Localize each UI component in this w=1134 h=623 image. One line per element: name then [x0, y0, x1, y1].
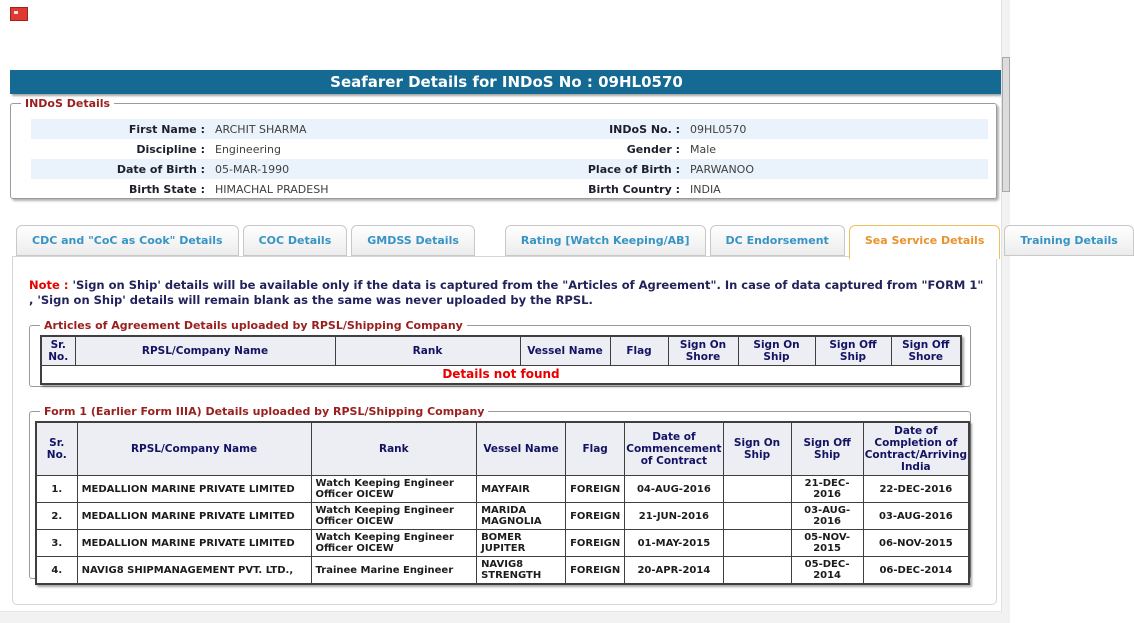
- tab-content-panel: [12, 256, 997, 605]
- column-header-rank: Rank: [311, 422, 477, 476]
- cell-sign-on-ship: [723, 503, 791, 530]
- field-value: INDIA: [690, 182, 721, 196]
- column-header-sr-no: Sr. No.: [41, 336, 75, 366]
- cell-completion: 22-DEC-2016: [863, 476, 969, 503]
- cell-commencement: 01-MAY-2015: [625, 530, 723, 557]
- column-header-vessel-name: Vessel Name: [477, 422, 566, 476]
- column-header-sr-no: Sr. No.: [36, 422, 77, 476]
- cell-completion: 06-DEC-2014: [863, 557, 969, 585]
- cell-sign-off-ship: 05-NOV- 2015: [791, 530, 863, 557]
- column-header-sign-on-ship: Sign On Ship: [723, 422, 791, 476]
- cell-rank: Watch Keeping Engineer Officer OICEW: [311, 476, 477, 503]
- cell-vessel: MAYFAIR: [477, 476, 566, 503]
- articles-of-agreement-section: [29, 319, 971, 387]
- table-row: [36, 503, 969, 530]
- cell-completion: 06-NOV-2015: [863, 530, 969, 557]
- vertical-scrollbar-thumb[interactable]: [1002, 57, 1010, 192]
- cell-vessel: NAVIG8 STRENGTH: [477, 557, 566, 585]
- tab-training-details[interactable]: Training Details: [1004, 225, 1133, 256]
- cell-company: NAVIG8 SHIPMANAGEMENT PVT. LTD.,: [77, 557, 311, 585]
- cell-commencement: 21-JUN-2016: [625, 503, 723, 530]
- form1-legend: Form 1 (Earlier Form IIIA) Details uploaded by RPSL/Shipping Company: [44, 405, 485, 418]
- table-row: [36, 530, 969, 557]
- cell-completion: 03-AUG-2016: [863, 503, 969, 530]
- indos-row: [31, 119, 988, 139]
- articles-table: [40, 335, 962, 385]
- tab-coc-details[interactable]: COC Details: [243, 225, 348, 256]
- field-label: Place of Birth :: [587, 162, 680, 176]
- tab-cdc-and-coc-as-cook-details[interactable]: CDC and "CoC as Cook" Details: [16, 225, 239, 256]
- field-label: INDoS No. :: [609, 122, 680, 136]
- field-value: 09HL0570: [690, 122, 747, 136]
- table-row: [36, 476, 969, 503]
- cell-company: MEDALLION MARINE PRIVATE LIMITED: [77, 476, 311, 503]
- column-header-date-of-completion-of-contract-arriving-india: Date of Completion of Contract/Arriving India: [863, 422, 969, 476]
- note-text: [29, 278, 984, 308]
- cell-rank: Watch Keeping Engineer Officer OICEW: [311, 530, 477, 557]
- cell-flag: FOREIGN: [566, 530, 625, 557]
- field-value: PARWANOO: [690, 162, 754, 176]
- cell-sign-off-ship: 03-AUG-2016: [791, 503, 863, 530]
- column-header-date-of-commencement-of-contract: Date of Commencement of Contract: [625, 422, 723, 476]
- field-value: HIMACHAL PRADESH: [215, 182, 329, 196]
- column-header-sign-on-ship: Sign On Ship: [738, 336, 815, 366]
- field-label: Discipline :: [136, 142, 205, 156]
- column-header-rank: Rank: [335, 336, 520, 366]
- tab-sea-service-details[interactable]: Sea Service Details: [849, 225, 1001, 259]
- column-header-rpsl-company-name: RPSL/Company Name: [77, 422, 311, 476]
- form1-table: [35, 421, 970, 585]
- page-title: Seafarer Details for INDoS No : 09HL0570: [10, 70, 1003, 94]
- cell-vessel: BOMER JUPITER: [477, 530, 566, 557]
- cell-company: MEDALLION MARINE PRIVATE LIMITED: [77, 503, 311, 530]
- cell-vessel: MARIDA MAGNOLIA: [477, 503, 566, 530]
- tab-gmdss-details[interactable]: GMDSS Details: [351, 225, 475, 256]
- empty-message: Details not found: [41, 366, 961, 385]
- column-header-sign-off-shore: Sign Off Shore: [891, 336, 961, 366]
- note-prefix: Note :: [29, 278, 69, 292]
- vertical-scrollbar[interactable]: [1001, 0, 1010, 623]
- field-value: 05-MAR-1990: [215, 162, 290, 176]
- cell-sr: 3.: [36, 530, 77, 557]
- cell-sr: 4.: [36, 557, 77, 585]
- cell-rank: Watch Keeping Engineer Officer OICEW: [311, 503, 477, 530]
- cell-flag: FOREIGN: [566, 503, 625, 530]
- field-label: Birth Country :: [588, 182, 680, 196]
- cell-company: MEDALLION MARINE PRIVATE LIMITED: [77, 530, 311, 557]
- cell-sign-on-ship: [723, 530, 791, 557]
- cell-sign-on-ship: [723, 557, 791, 585]
- cell-commencement: 04-AUG-2016: [625, 476, 723, 503]
- column-header-sign-off-ship: Sign Off Ship: [815, 336, 891, 366]
- cell-sign-on-ship: [723, 476, 791, 503]
- indos-details-rows: [11, 110, 996, 199]
- indos-row: [31, 159, 988, 179]
- tab-rating-watch-keeping-ab[interactable]: Rating [Watch Keeping/AB]: [505, 225, 706, 256]
- cell-commencement: 20-APR-2014: [625, 557, 723, 585]
- column-header-flag: Flag: [610, 336, 668, 366]
- cell-sign-off-ship: 21-DEC-2016: [791, 476, 863, 503]
- field-label: Gender :: [626, 142, 680, 156]
- form1-section: [29, 405, 971, 579]
- field-label: Date of Birth :: [116, 162, 205, 176]
- column-header-vessel-name: Vessel Name: [520, 336, 610, 366]
- cell-rank: Trainee Marine Engineer: [311, 557, 477, 585]
- empty-row: [41, 366, 961, 385]
- field-value: Engineering: [215, 142, 281, 156]
- table-row: [36, 557, 969, 585]
- articles-legend: Articles of Agreement Details uploaded by RPSL/Shipping Company: [44, 319, 463, 332]
- indos-row: [31, 179, 988, 199]
- tab-dc-endorsement[interactable]: DC Endorsement: [710, 225, 845, 256]
- column-header-sign-off-ship: Sign Off Ship: [791, 422, 863, 476]
- cell-flag: FOREIGN: [566, 557, 625, 585]
- field-value: Male: [690, 142, 717, 156]
- field-value: ARCHIT SHARMA: [215, 122, 307, 136]
- column-header-sign-on-shore: Sign On Shore: [668, 336, 738, 366]
- broken-image-icon: [10, 7, 28, 21]
- cell-sr: 1.: [36, 476, 77, 503]
- cell-sr: 2.: [36, 503, 77, 530]
- indos-row: [31, 139, 988, 159]
- cell-sign-off-ship: 05-DEC-2014: [791, 557, 863, 585]
- cell-flag: FOREIGN: [566, 476, 625, 503]
- horizontal-scrollbar-track[interactable]: [0, 611, 1002, 623]
- note-body: 'Sign on Ship' details will be available only if the data is captured from the "Articles of Agreement". In case of data captured from "FORM 1" , 'Sign on Ship' details will remain blank as the same was never uploaded by the RPSL.: [29, 278, 984, 307]
- column-header-flag: Flag: [566, 422, 625, 476]
- indos-details-legend: INDoS Details: [25, 97, 111, 110]
- tab-strip: [16, 225, 1134, 259]
- column-header-rpsl-company-name: RPSL/Company Name: [75, 336, 335, 366]
- field-label: First Name :: [128, 122, 205, 136]
- field-label: Birth State :: [128, 182, 205, 196]
- indos-details-section: [10, 97, 997, 199]
